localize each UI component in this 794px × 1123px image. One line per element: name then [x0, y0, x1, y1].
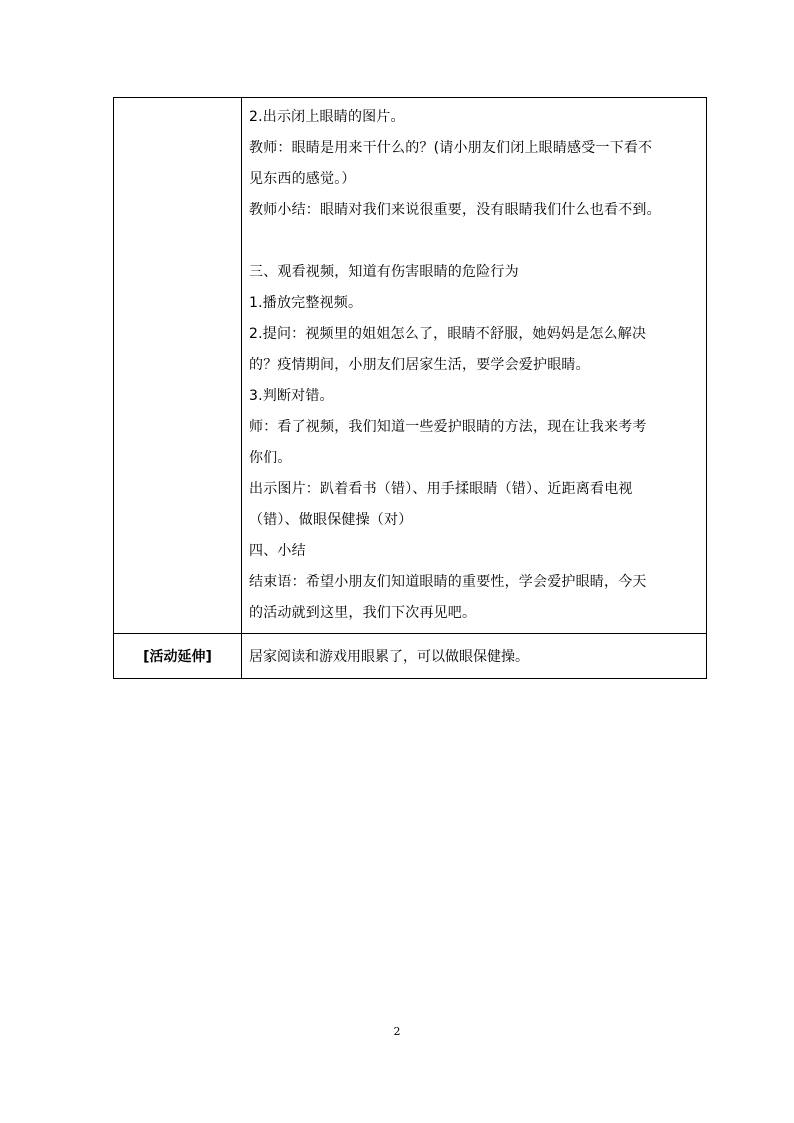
extension-text: 居家阅读和游戏用眼累了，可以做眼保健操。 [242, 634, 707, 679]
content-line: 教师小结：眼睛对我们来说很重要，没有眼睛我们什么也看不到。 [249, 202, 661, 218]
activity-process-row [114, 98, 707, 634]
content-line: 1.播放完整视频。 [249, 295, 363, 311]
section-heading: 三、观看视频，知道有伤害眼睛的危险行为 [249, 264, 519, 280]
content-line: 师：看了视频，我们知道一些爱护眼睛的方法，现在让我来考考 [249, 419, 647, 435]
content-line: 3.判断对错。 [249, 388, 334, 404]
blank-line [249, 226, 706, 257]
extension-label: [活动延伸] [114, 634, 242, 679]
section-heading: 四、小结 [249, 543, 306, 559]
content-line: 结束语：希望小朋友们知道眼睛的重要性，学会爱护眼睛，今天 [249, 574, 647, 590]
page-number: 2 [393, 1025, 401, 1038]
empty-label-cell [114, 98, 242, 634]
content-line: 2.提问：视频里的姐姐怎么了，眼睛不舒服，她妈妈是怎么解决 [249, 326, 647, 342]
content-line: 见东西的感觉。） [249, 171, 356, 187]
activity-extension-row [114, 634, 707, 679]
content-line: 2.出示闭上眼睛的图片。 [249, 109, 405, 125]
content-line: 出示图片：趴着看书（错）、用手揉眼睛（错）、近距离看电视 [249, 481, 633, 497]
activity-content-cell [242, 98, 707, 634]
content-line: 的？疫情期间，小朋友们居家生活，要学会爱护眼睛。 [249, 357, 590, 373]
content-line: 的活动就到这里，我们下次再见吧。 [249, 605, 477, 621]
lesson-plan-table [113, 97, 707, 679]
content-line: （错）、做眼保健操（对） [249, 512, 413, 528]
content-line: 教师：眼睛是用来干什么的？(请小朋友们闭上眼睛感受一下看不 [249, 140, 653, 156]
content-line: 你们。 [249, 450, 292, 466]
